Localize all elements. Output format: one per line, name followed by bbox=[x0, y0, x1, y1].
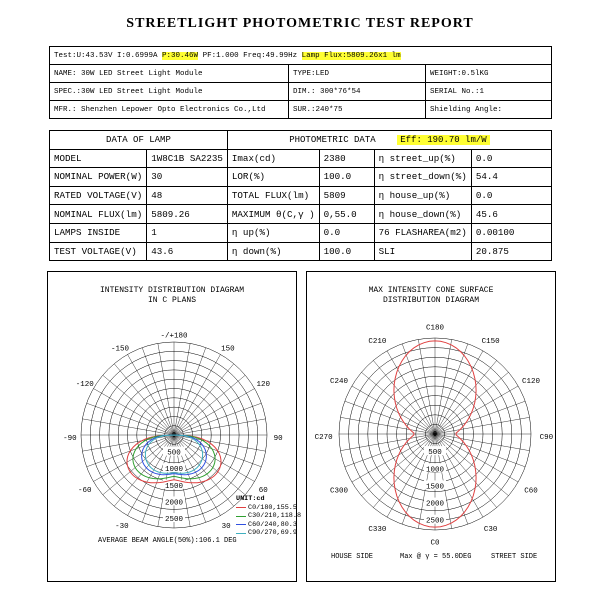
c-plane-label: C300 bbox=[329, 487, 349, 496]
angle-label: -120 bbox=[75, 380, 94, 389]
legend-item bbox=[236, 512, 301, 521]
c-plane-label: C90 bbox=[539, 433, 554, 442]
cell-k2: η down(%) bbox=[227, 242, 319, 261]
beam-angle: AVERAGE BEAM ANGLE(50%):106.1 DEG bbox=[98, 537, 237, 545]
cone-title-1: MAX INTENSITY CONE SURFACE bbox=[368, 286, 494, 295]
info-name: NAME: 30W LED Street Light Module bbox=[50, 65, 289, 83]
angle-label: 90 bbox=[273, 434, 283, 443]
info-type: TYPE:LED bbox=[289, 65, 426, 83]
cell-v2: 0,55.0 bbox=[319, 205, 374, 224]
c-plane-label: C120 bbox=[521, 378, 541, 387]
data-row bbox=[50, 186, 552, 205]
angle-label: 150 bbox=[221, 345, 235, 354]
cell-k1: NOMINAL POWER(W) bbox=[50, 168, 147, 187]
c-plane-label: C0 bbox=[430, 539, 440, 548]
info-spec: SPEC.:30W LED Street Light Module bbox=[50, 83, 289, 101]
cone-surface-panel bbox=[306, 271, 556, 582]
c-plane-label: C270 bbox=[314, 433, 333, 442]
angle-label: -60 bbox=[77, 486, 92, 495]
info-sur: SUR.:240*75 bbox=[289, 101, 426, 119]
cell-k3: η street_up(%) bbox=[374, 149, 471, 168]
b-radial-tick: 500 bbox=[428, 449, 442, 458]
angle-label: -90 bbox=[63, 434, 77, 443]
cell-v2: 2380 bbox=[319, 149, 374, 168]
photometric-title: PHOTOMETRIC DATA bbox=[289, 134, 376, 145]
cell-v2: 0.0 bbox=[319, 223, 374, 242]
b-zero: 0 bbox=[432, 431, 438, 439]
angle-label: 120 bbox=[256, 380, 271, 389]
angle-label: 60 bbox=[258, 486, 268, 495]
cell-v1: 1W8C1B SA2235 bbox=[147, 149, 228, 168]
cell-k3: 76 FLASHAREA(m2) bbox=[374, 223, 471, 242]
cell-k1: RATED VOLTAGE(V) bbox=[50, 186, 147, 205]
house-side-label: HOUSE SIDE bbox=[331, 553, 374, 561]
cell-v1: 48 bbox=[147, 186, 228, 205]
legend-label: C0/180,155.5 bbox=[248, 503, 297, 512]
cell-v2: 5809 bbox=[319, 186, 374, 205]
data-row bbox=[50, 149, 552, 168]
cell-k3: SLI bbox=[374, 242, 471, 261]
info-dim: DIM.: 300*76*54 bbox=[289, 83, 426, 101]
info-table bbox=[49, 46, 552, 119]
test-line bbox=[50, 47, 552, 65]
test-power: P:30.46W bbox=[162, 51, 199, 60]
c-plane-label: C150 bbox=[481, 337, 500, 346]
data-row bbox=[50, 242, 552, 261]
legend-swatch bbox=[236, 533, 246, 534]
angle-label: -30 bbox=[115, 523, 129, 532]
cell-v3: 0.00100 bbox=[471, 223, 551, 242]
cell-k2: TOTAL FLUX(lm) bbox=[227, 186, 319, 205]
intensity-distribution-panel bbox=[47, 271, 302, 582]
intensity-title-1: INTENSITY DISTRIBUTION DIAGRAM bbox=[99, 286, 245, 295]
b-radial-tick: 1500 bbox=[425, 483, 445, 492]
c-plane-label: C210 bbox=[368, 337, 387, 346]
efficacy: Eff: 190.70 lm/W bbox=[397, 135, 489, 145]
a-radial-tick: 2500 bbox=[164, 516, 184, 525]
cell-k2: Imax(cd) bbox=[227, 149, 319, 168]
cell-k2: η up(%) bbox=[227, 223, 319, 242]
c-plane-label: C330 bbox=[368, 526, 387, 535]
cell-k1: MODEL bbox=[50, 149, 147, 168]
cell-v3: 0.0 bbox=[471, 149, 551, 168]
cell-v1: 30 bbox=[147, 168, 228, 187]
intensity-title-2: IN C PLANS bbox=[147, 296, 196, 305]
legend-swatch bbox=[236, 524, 246, 525]
cell-v3: 20.875 bbox=[471, 242, 551, 261]
legend-label: C30/210,118.8 bbox=[248, 512, 302, 520]
b-radial-tick: 2500 bbox=[425, 517, 445, 526]
angle-label: 30 bbox=[221, 523, 231, 532]
photometric-data-header bbox=[227, 131, 551, 150]
test-electrical: Test:U:43.53V I:0.6999A bbox=[54, 51, 158, 60]
cell-k1: LAMPS INSIDE bbox=[50, 223, 147, 242]
cone-title-2: DISTRIBUTION DIAGRAM bbox=[382, 296, 479, 305]
data-table bbox=[49, 130, 552, 261]
legend-label: C60/240,80.3 bbox=[248, 520, 297, 529]
cell-k3: η street_down(%) bbox=[374, 168, 471, 187]
cell-k1: NOMINAL FLUX(lm) bbox=[50, 205, 147, 224]
cone-polar-chart bbox=[307, 272, 557, 583]
b-radial-tick: 1000 bbox=[425, 466, 445, 475]
a-radial-tick: 1000 bbox=[164, 466, 184, 475]
street-side-label: STREET SIDE bbox=[491, 553, 538, 561]
cell-k2: LOR(%) bbox=[227, 168, 319, 187]
info-weight: WEIGHT:0.5lKG bbox=[426, 65, 552, 83]
cell-v2: 100.0 bbox=[319, 168, 374, 187]
intensity-legend bbox=[236, 495, 301, 538]
c-plane-label: C180 bbox=[425, 324, 445, 333]
cell-v1: 1 bbox=[147, 223, 228, 242]
data-row bbox=[50, 205, 552, 224]
angle-label: -150 bbox=[111, 345, 130, 354]
cell-v3: 0.0 bbox=[471, 186, 551, 205]
data-row bbox=[50, 168, 552, 187]
angle-label: -/+180 bbox=[160, 332, 188, 341]
legend-item bbox=[236, 504, 301, 513]
lamp-data-header: DATA OF LAMP bbox=[50, 131, 228, 150]
cell-v3: 54.4 bbox=[471, 168, 551, 187]
cell-v1: 43.6 bbox=[147, 242, 228, 261]
info-serial: SERIAL No.:1 bbox=[426, 83, 552, 101]
data-rows bbox=[50, 149, 552, 261]
b-radial-tick: 2000 bbox=[425, 500, 445, 509]
c-plane-label: C60 bbox=[524, 487, 538, 496]
test-pf-freq: PF:1.000 Freq:49.99Hz bbox=[202, 51, 298, 60]
a-radial-tick: 500 bbox=[167, 449, 181, 458]
info-shielding: Shielding Angle: bbox=[426, 101, 552, 119]
info-mfr: MFR.: Shenzhen Lepower Opto Electronics Co.,Ltd bbox=[50, 101, 289, 119]
cell-k3: η house_down(%) bbox=[374, 205, 471, 224]
cell-k1: TEST VOLTAGE(V) bbox=[50, 242, 147, 261]
legend-swatch bbox=[236, 516, 246, 517]
a-zero: 0 bbox=[171, 432, 177, 440]
c-plane-label: C240 bbox=[329, 378, 349, 387]
data-row bbox=[50, 223, 552, 242]
legend-swatch bbox=[236, 507, 246, 508]
legend-item bbox=[236, 521, 301, 530]
cell-v2: 100.0 bbox=[319, 242, 374, 261]
report-title: STREETLIGHT PHOTOMETRIC TEST REPORT bbox=[126, 16, 474, 31]
cell-k3: η house_up(%) bbox=[374, 186, 471, 205]
lamp-flux: Lamp Flux:5809.26x1 lm bbox=[301, 51, 401, 60]
cell-k2: MAXIMUM θ(C,γ ) bbox=[227, 205, 319, 224]
max-gamma-label: Max @ γ = 55.0DEG bbox=[400, 553, 472, 561]
legend-label: C90/270,69.9 bbox=[248, 529, 297, 537]
unit-label: UNIT:cd bbox=[236, 495, 265, 503]
cell-v3: 45.6 bbox=[471, 205, 551, 224]
cell-v1: 5809.26 bbox=[147, 205, 228, 224]
legend-rows bbox=[236, 504, 301, 538]
a-radial-tick: 2000 bbox=[164, 499, 184, 508]
a-radial-tick: 1500 bbox=[164, 482, 184, 491]
c-plane-label: C30 bbox=[483, 526, 498, 535]
